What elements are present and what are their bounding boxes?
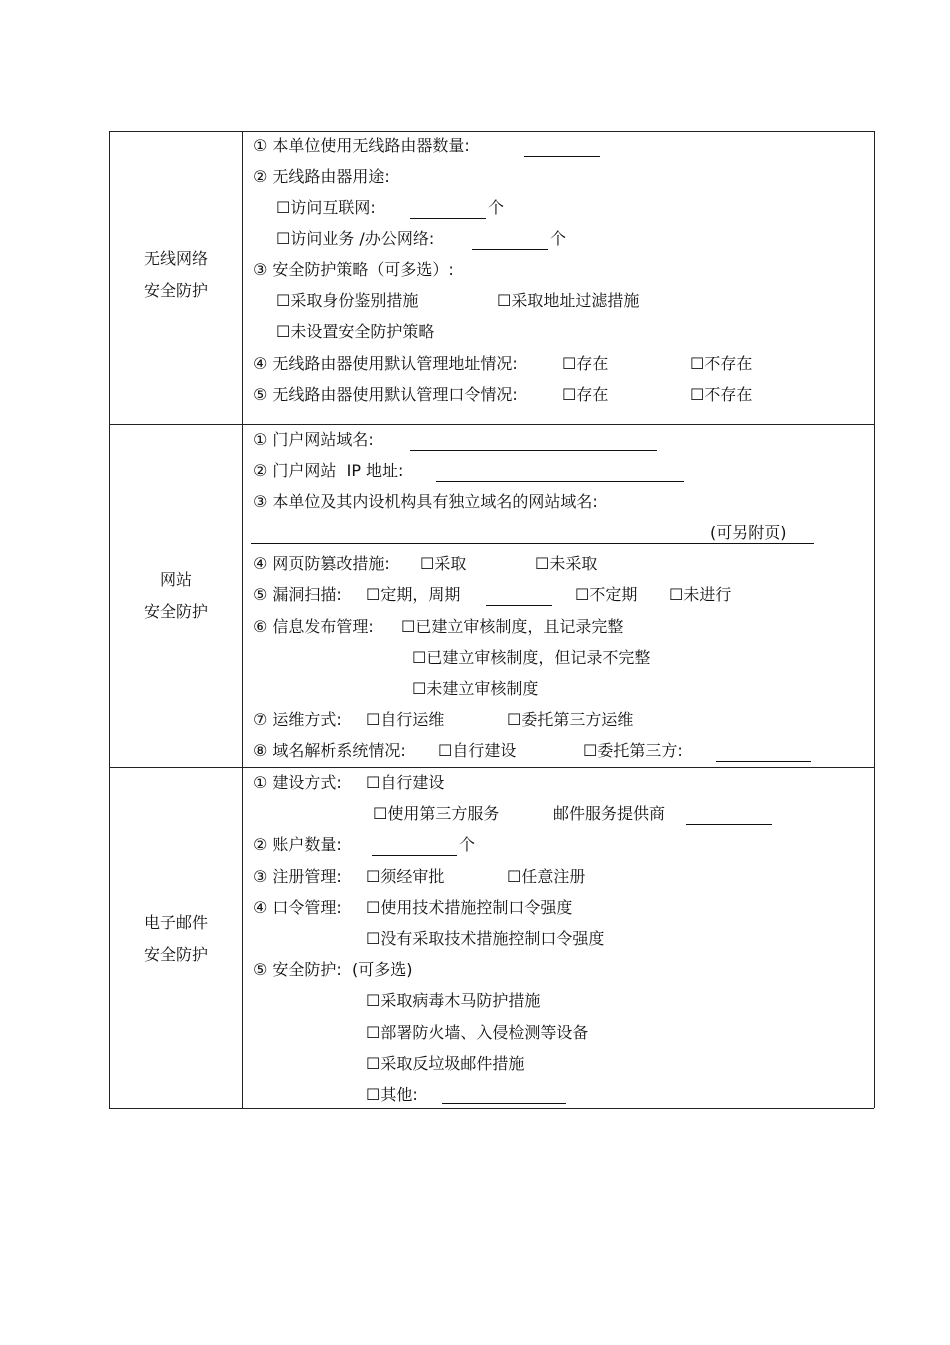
table-border-right: [874, 131, 875, 1108]
label-line: 网站: [159, 570, 192, 589]
email-q1: ① 建设方式:: [253, 773, 342, 792]
email-q5: ⑤ 安全防护: (可多选): [253, 960, 413, 979]
ops-self-checkbox[interactable]: ☐自行运维: [366, 710, 445, 729]
other-checkbox[interactable]: ☐其他:: [366, 1085, 418, 1104]
website-q4: ④ 网页防篡改措施:: [253, 554, 390, 573]
wireless-auth-checkbox[interactable]: ☐采取身份鉴别措施: [276, 291, 419, 310]
portal-domain-field[interactable]: [410, 450, 657, 451]
email-self-built-checkbox[interactable]: ☐自行建设: [366, 773, 445, 792]
email-q2: ② 账户数量:: [253, 835, 342, 854]
publish-incomplete-checkbox[interactable]: ☐已建立审核制度，但记录不完整: [412, 648, 651, 667]
email-provider-field[interactable]: [686, 824, 772, 825]
table-divider-1: [109, 424, 874, 425]
wireless-q1: ① 本单位使用无线路由器数量:: [253, 136, 470, 155]
other-field[interactable]: [442, 1103, 566, 1104]
label-line: 无线网络: [143, 249, 208, 268]
label-line: 安全防护: [143, 602, 208, 621]
wireless-section-label: [110, 243, 242, 307]
wireless-q5: ⑤ 无线路由器使用默认管理口令情况:: [253, 385, 518, 404]
website-q6: ⑥ 信息发布管理:: [253, 617, 374, 636]
unit-text: 个: [459, 835, 476, 854]
dns-third-party-field[interactable]: [716, 761, 811, 762]
wireless-office-count-field[interactable]: [472, 249, 548, 250]
wireless-q4-not-exists-checkbox[interactable]: ☐不存在: [690, 354, 753, 373]
scan-none-checkbox[interactable]: ☐未进行: [669, 585, 732, 604]
website-q1: ① 门户网站域名:: [253, 430, 374, 449]
website-q5: ⑤ 漏洞扫描:: [253, 585, 342, 604]
label-line: 安全防护: [143, 281, 208, 300]
register-approval-checkbox[interactable]: ☐须经审批: [366, 867, 445, 886]
wireless-q5-exists-checkbox[interactable]: ☐存在: [562, 385, 609, 404]
table-border-bottom: [109, 1108, 874, 1109]
table-column-divider: [242, 131, 243, 1108]
website-section-label: [110, 564, 242, 628]
anti-spam-checkbox[interactable]: ☐采取反垃圾邮件措施: [366, 1054, 525, 1073]
table-border-top: [109, 131, 874, 132]
label-line: 电子邮件: [143, 913, 208, 932]
dns-third-party-checkbox[interactable]: ☐委托第三方:: [583, 741, 683, 760]
website-q8: ⑧ 域名解析系统情况:: [253, 741, 406, 760]
unit-text: 个: [488, 198, 505, 217]
independent-domain-field[interactable]: [251, 543, 814, 544]
publish-complete-checkbox[interactable]: ☐已建立审核制度，且记录完整: [401, 617, 624, 636]
password-control-checkbox[interactable]: ☐使用技术措施控制口令强度: [366, 898, 573, 917]
anti-tamper-yes-checkbox[interactable]: ☐采取: [420, 554, 467, 573]
wireless-q2: ② 无线路由器用途:: [253, 167, 390, 186]
wireless-no-policy-checkbox[interactable]: ☐未设置安全防护策略: [276, 322, 435, 341]
scan-period-field[interactable]: [486, 605, 552, 606]
email-account-count-field[interactable]: [372, 855, 457, 856]
unit-text: 个: [550, 229, 567, 248]
antivirus-checkbox[interactable]: ☐采取病毒木马防护措施: [366, 991, 541, 1010]
email-third-party-checkbox[interactable]: ☐使用第三方服务: [373, 804, 500, 823]
portal-ip-field[interactable]: [436, 481, 684, 482]
attach-page-note: (可另附页): [710, 523, 787, 542]
wireless-q4-exists-checkbox[interactable]: ☐存在: [562, 354, 609, 373]
wireless-q4: ④ 无线路由器使用默认管理地址情况:: [253, 354, 518, 373]
wireless-q5-not-exists-checkbox[interactable]: ☐不存在: [690, 385, 753, 404]
email-q3: ③ 注册管理:: [253, 867, 342, 886]
website-q3: ③ 本单位及其内设机构具有独立域名的网站域名:: [253, 492, 598, 511]
firewall-checkbox[interactable]: ☐部署防火墙、入侵检测等设备: [366, 1023, 589, 1042]
password-no-control-checkbox[interactable]: ☐没有采取技术措施控制口令强度: [366, 929, 605, 948]
wireless-q2-office-checkbox[interactable]: ☐访问业务 /办公网络:: [276, 229, 435, 248]
publish-none-checkbox[interactable]: ☐未建立审核制度: [412, 679, 539, 698]
label-line: 安全防护: [143, 945, 208, 964]
wireless-router-count-field[interactable]: [524, 156, 600, 157]
wireless-q2-internet-checkbox[interactable]: ☐访问互联网:: [276, 198, 376, 217]
scan-irregular-checkbox[interactable]: ☐不定期: [575, 585, 638, 604]
scan-periodic-checkbox[interactable]: ☐定期，周期: [366, 585, 461, 604]
website-q2: ② 门户网站 IP 地址:: [253, 461, 404, 480]
wireless-q3: ③ 安全防护策略（可多选）:: [253, 260, 454, 279]
website-q7: ⑦ 运维方式:: [253, 710, 342, 729]
dns-self-checkbox[interactable]: ☐自行建设: [438, 741, 517, 760]
email-section-label: [110, 907, 242, 971]
email-q4: ④ 口令管理:: [253, 898, 342, 917]
email-provider-label: 邮件服务提供商: [553, 804, 666, 823]
wireless-addr-filter-checkbox[interactable]: ☐采取地址过滤措施: [497, 291, 640, 310]
register-free-checkbox[interactable]: ☐任意注册: [507, 867, 586, 886]
wireless-internet-count-field[interactable]: [410, 218, 486, 219]
ops-third-party-checkbox[interactable]: ☐委托第三方运维: [507, 710, 634, 729]
anti-tamper-no-checkbox[interactable]: ☐未采取: [535, 554, 598, 573]
table-divider-2: [109, 767, 874, 768]
